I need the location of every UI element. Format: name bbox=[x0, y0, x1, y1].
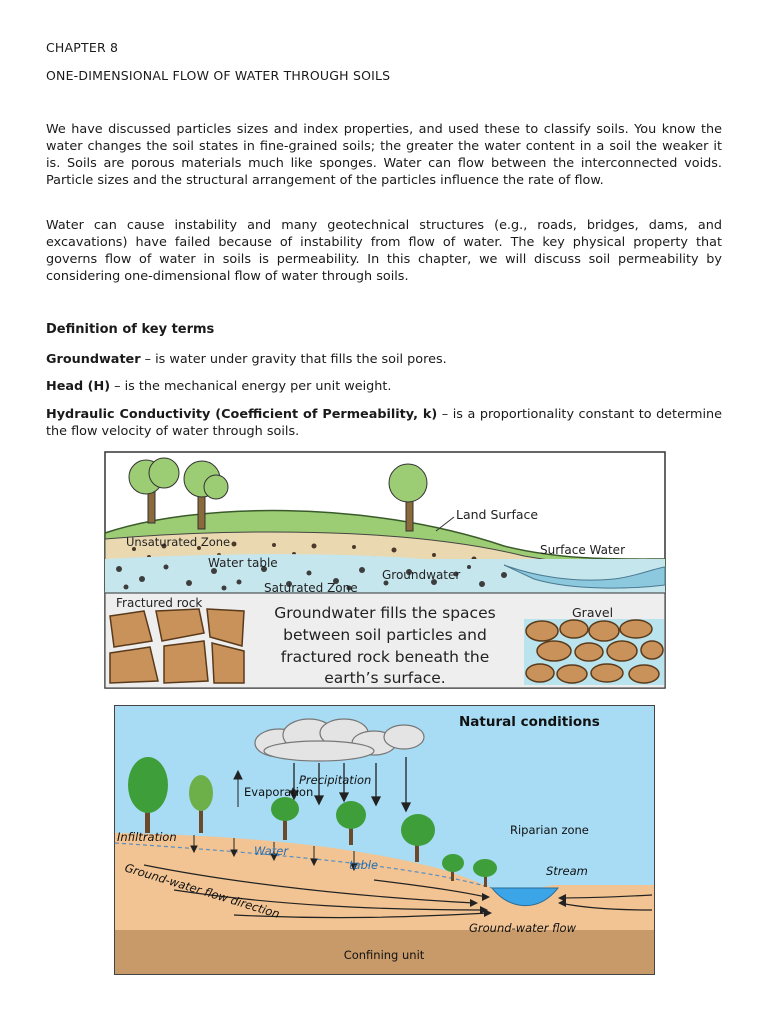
chapter-title: ONE-DIMENSIONAL FLOW OF WATER THROUGH SOILS bbox=[46, 68, 391, 83]
confining-unit-label: Confining unit bbox=[343, 948, 425, 962]
figure-caption-line-1: Groundwater fills the spaces bbox=[274, 604, 496, 622]
water-table-label-2: table bbox=[349, 858, 379, 872]
gravel-stones bbox=[526, 620, 663, 683]
term-name: Head (H) bbox=[46, 379, 111, 394]
unsaturated-zone-label: Unsaturated Zone bbox=[126, 535, 231, 549]
term-definition: – is water under gravity that fills the soil pores. bbox=[140, 352, 447, 367]
definition-hydraulic-conductivity bbox=[46, 406, 722, 440]
definition-groundwater bbox=[46, 351, 722, 368]
groundwater-flow-label: Ground-water flow bbox=[469, 921, 576, 935]
infiltration-label: Infiltration bbox=[117, 830, 177, 844]
evaporation-label: Evaporation bbox=[244, 785, 314, 799]
intro-paragraph-1: We have discussed particles sizes and index properties, and used these to classify soils. You know the water changes the soil states in fine-grained soils; the greater the water content in a soil the weaker it is. Soils are porous materials much like sponges. Water can flow between the interconnected voids. Particle sizes and the structural arrangement of the particles influence the rate of flow. bbox=[46, 122, 722, 188]
term-definition: – is a proportionality constant to determine the flow velocity of water through soils. bbox=[46, 407, 722, 439]
chapter-label: CHAPTER 8 bbox=[46, 40, 119, 55]
figure-caption-line-4: earth’s surface. bbox=[324, 669, 446, 687]
stream-label: Stream bbox=[546, 864, 588, 878]
precipitation-label: Precipitation bbox=[299, 773, 372, 787]
riparian-zone-label: Riparian zone bbox=[510, 823, 589, 837]
water-table-label-1: Water bbox=[254, 844, 289, 858]
water-table-label: Water table bbox=[208, 556, 278, 570]
land-surface-label: Land Surface bbox=[456, 507, 539, 522]
figure-caption-line-3: fractured rock beneath the bbox=[280, 648, 490, 666]
term-name: Hydraulic Conductivity (Coefficient of Permeability, k) bbox=[46, 407, 438, 422]
flow-direction-label: Ground-water flow direction bbox=[123, 860, 282, 922]
term-name: Groundwater bbox=[46, 352, 141, 367]
groundwater-figure bbox=[104, 451, 666, 689]
figure-caption-line-2: between soil particles and bbox=[283, 626, 487, 644]
surface-water-label: Surface Water bbox=[540, 543, 626, 557]
fractured-rock-label: Fractured rock bbox=[116, 596, 203, 610]
definition-head bbox=[46, 378, 722, 395]
intro-paragraph-2: Water can cause instability and many geotechnical structures (e.g., roads, bridges, dams, and excavations) have failed because of instability from flow of water. The key physical property that governs flow of water in soils is permeability. In this chapter, we will discuss soil permeability by considering one-dimensional flow of water through soils. bbox=[46, 218, 722, 284]
gravel-label: Gravel bbox=[572, 605, 614, 620]
groundwater-label: Groundwater bbox=[382, 568, 461, 582]
natural-conditions-figure bbox=[114, 705, 655, 975]
definitions-heading: Definition of key terms bbox=[46, 322, 215, 337]
natural-conditions-title: Natural conditions bbox=[459, 714, 600, 730]
term-definition: – is the mechanical energy per unit weight. bbox=[110, 379, 392, 394]
saturated-zone-label: Saturated Zone bbox=[264, 581, 358, 595]
